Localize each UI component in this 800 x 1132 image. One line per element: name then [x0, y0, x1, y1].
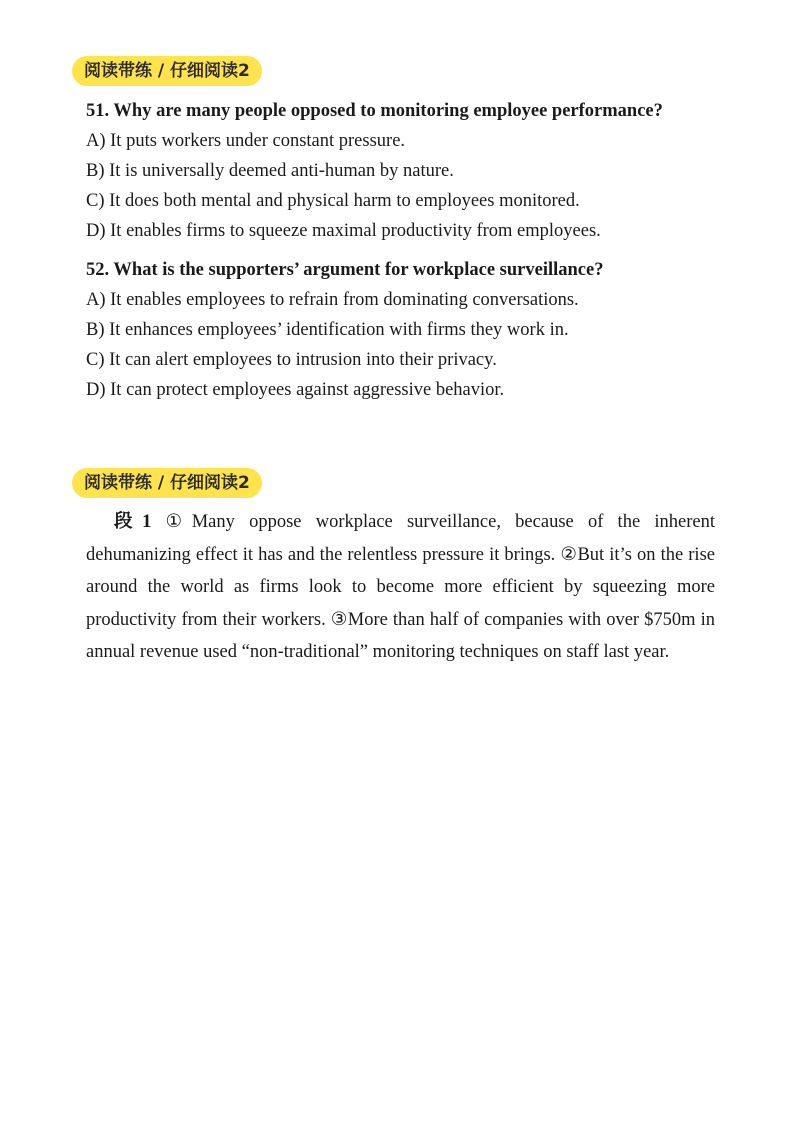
answer-option-c: C) It can alert employees to intrusion into their privacy. [86, 350, 497, 370]
answer-option-b: B) It is universally deemed anti-human by nature. [86, 161, 454, 181]
question-title: 51. Why are many people opposed to monitoring employee performance? [86, 101, 663, 121]
paragraph-text: ①Many oppose workplace surveillance, because of the inherent dehumanizing effect it has and the relentless pressure it brings. ②But it’s on the rise around the world as firms look to become more efficient by squeezing more productivity from their workers. ③More than half of companies with over $750m in annual revenue used “non-traditional” monitoring techniques on staff last year. [86, 512, 715, 662]
answer-option-d: D) It enables firms to squeeze maximal productivity from employees. [86, 221, 601, 241]
answer-option-c: C) It does both mental and physical harm to employees monitored. [86, 191, 580, 211]
question-block [86, 255, 766, 405]
answer-option-b: B) It enhances employees’ identification with firms they work in. [86, 320, 569, 340]
question-block [86, 96, 766, 246]
answer-option-a: A) It puts workers under constant pressure. [86, 131, 406, 151]
question-title: 52. What is the supporters’ argument for workplace surveillance? [86, 260, 604, 280]
section-tag: 阅读带练 / 仔细阅读2 [72, 56, 262, 86]
paragraph-label: 段1 [114, 512, 152, 532]
answer-option-d: D) It can protect employees against aggressive behavior. [86, 380, 505, 400]
passage-paragraph [86, 506, 715, 669]
section-tag: 阅读带练 / 仔细阅读2 [72, 468, 262, 498]
answer-option-a: A) It enables employees to refrain from dominating conversations. [86, 290, 579, 310]
